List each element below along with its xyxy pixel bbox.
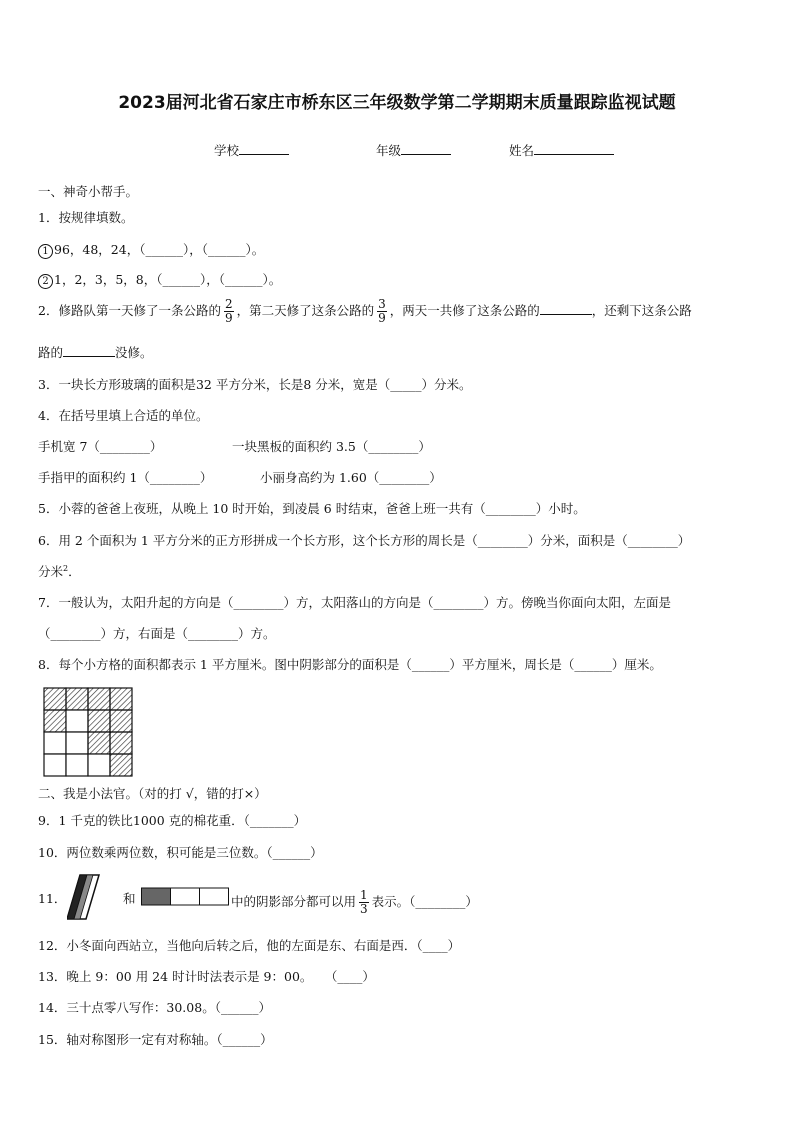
question-6-line2 [38,562,81,580]
question-3: 3．一块长方形玻璃的面积是32 平方分米，长是8 分米，宽是（_____）分米。 [38,377,472,392]
shaded-grid-cell [110,710,132,732]
question-4c: 手指甲的面积约 1（________） [38,470,213,485]
question-2-line2 [38,343,153,361]
grade-label: 年级 [376,143,402,158]
shaded-grid-cell [88,688,110,710]
question-14: 14．三十点零八写作：30.08。（______） [38,1000,271,1015]
question-1a-text: 96，48，24，（______），（______）。 [54,242,265,257]
school-blank[interactable] [239,142,289,155]
question-1-stem: 1．按规律填数。 [38,210,134,225]
question-12: 12．小冬面向西站立，当他向后转之后，他的左面是东、右面是西．（____） [38,938,461,953]
school-label: 学校 [214,143,240,158]
question-6-end: ． [68,564,81,579]
blank-grid-cell [66,754,88,776]
question-11-and: 和 [123,891,136,906]
question-2 [38,298,692,325]
blank-grid-cell [44,732,66,754]
question-9: 9．1 千克的铁比1000 克的棉花重．（_______） [38,813,307,828]
section-1-heading: 一、神奇小帮手。 [38,184,139,199]
circle-number-2: 2 [38,274,53,289]
blank-grid-cell [88,754,110,776]
question-11-text [231,889,478,916]
question-2-part2: ，第二天修了这条公路的 [236,303,375,318]
fraction-numerator: 3 [378,297,386,311]
shaded-grid-cell [44,688,66,710]
question-15: 15．轴对称图形一定有对称轴。（______） [38,1032,273,1047]
question-2-line2-end: 没修。 [115,345,153,360]
fraction-numerator: 1 [360,888,368,902]
shaded-grid-figure [43,687,133,777]
blank-grid-cell [44,754,66,776]
question-11-end: 表示。（________） [371,894,478,909]
fraction-1-3 [359,889,369,916]
fraction-denominator: 3 [360,902,368,916]
shaded-grid-cell [44,710,66,732]
question-7-line1: 7．一般认为，太阳升起的方向是（________）方，太阳落山的方向是（________）方。傍晚当你面向太阳，左面是 [38,595,671,610]
question-1b-text: 1，2，3，5，8，（______），（______）。 [54,272,282,287]
shaded-parallelogram-figure [67,873,123,921]
name-field [509,141,614,159]
section-2-heading: 二、我是小法官。（对的打 √，错的打×） [38,786,267,801]
question-4-stem: 4．在括号里填上合适的单位。 [38,408,209,423]
shaded-grid-cell [110,688,132,710]
question-4b: 一块黑板的面积约 3.5（________） [232,439,431,454]
question-2-blank-1[interactable] [540,302,592,315]
question-6-unit: 分米 [38,564,64,579]
question-5: 5．小蓉的爸爸上夜班，从晚上 10 时开始，到凌晨 6 时结束，爸爸上班一共有（________）小时。 [38,501,586,516]
question-10: 10．两位数乘两位数，积可能是三位数。（______） [38,845,323,860]
name-label: 姓名 [509,143,535,158]
fraction-3-9 [377,298,387,325]
question-13: 13．晚上 9：00 用 24 时计时法表示是 9：00。 （____） [38,969,375,984]
question-4d: 小丽身高约为 1.60（________） [260,470,442,485]
question-1b [38,270,281,289]
question-8: 8．每个小方格的面积都表示 1 平方厘米。图中阴影部分的面积是（______）平方厘米，周长是（______）厘米。 [38,657,662,672]
question-11-mid: 中的阴影部分都可以用 [231,894,357,909]
question-11-number: 11． [38,891,67,906]
grade-field [376,141,451,159]
question-1a [38,240,264,259]
question-7-line2: （________）方，右面是（________）方。 [38,626,276,641]
question-6-line1: 6．用 2 个面积为 1 平方分米的正方形拼成一个长方形，这个长方形的周长是（________）分米，面积是（________） [38,533,691,548]
school-field [214,141,289,159]
squared-superscript: 2 [63,563,69,573]
question-4a: 手机宽 7（________） [38,439,163,454]
blank-grid-cell [66,710,88,732]
page-title: 2023届河北省石家庄市桥东区三年级数学第二学期期末质量跟踪监视试题 [118,93,676,113]
circle-number-1: 1 [38,244,53,259]
grade-blank[interactable] [401,142,451,155]
shaded-grid-cell [88,710,110,732]
question-2-part3: ，两天一共修了这条公路的 [389,303,540,318]
name-blank[interactable] [534,142,614,155]
question-2-part4: ，还剩下这条公路 [591,303,692,318]
fraction-denominator: 9 [224,311,233,325]
shaded-grid-cell [110,754,132,776]
shaded-grid-cell [66,688,88,710]
blank-grid-cell [66,732,88,754]
question-2-line2-start: 路的 [38,345,64,360]
fraction-numerator: 2 [224,297,233,311]
question-2-blank-2[interactable] [63,344,115,357]
fraction-denominator: 9 [378,311,386,325]
shaded-grid-cell [88,732,110,754]
question-2-part1: 2．修路队第一天修了一条公路的 [38,303,221,318]
shaded-bar-figure [141,887,231,907]
fraction-2-9 [224,298,234,325]
shaded-grid-cell [110,732,132,754]
